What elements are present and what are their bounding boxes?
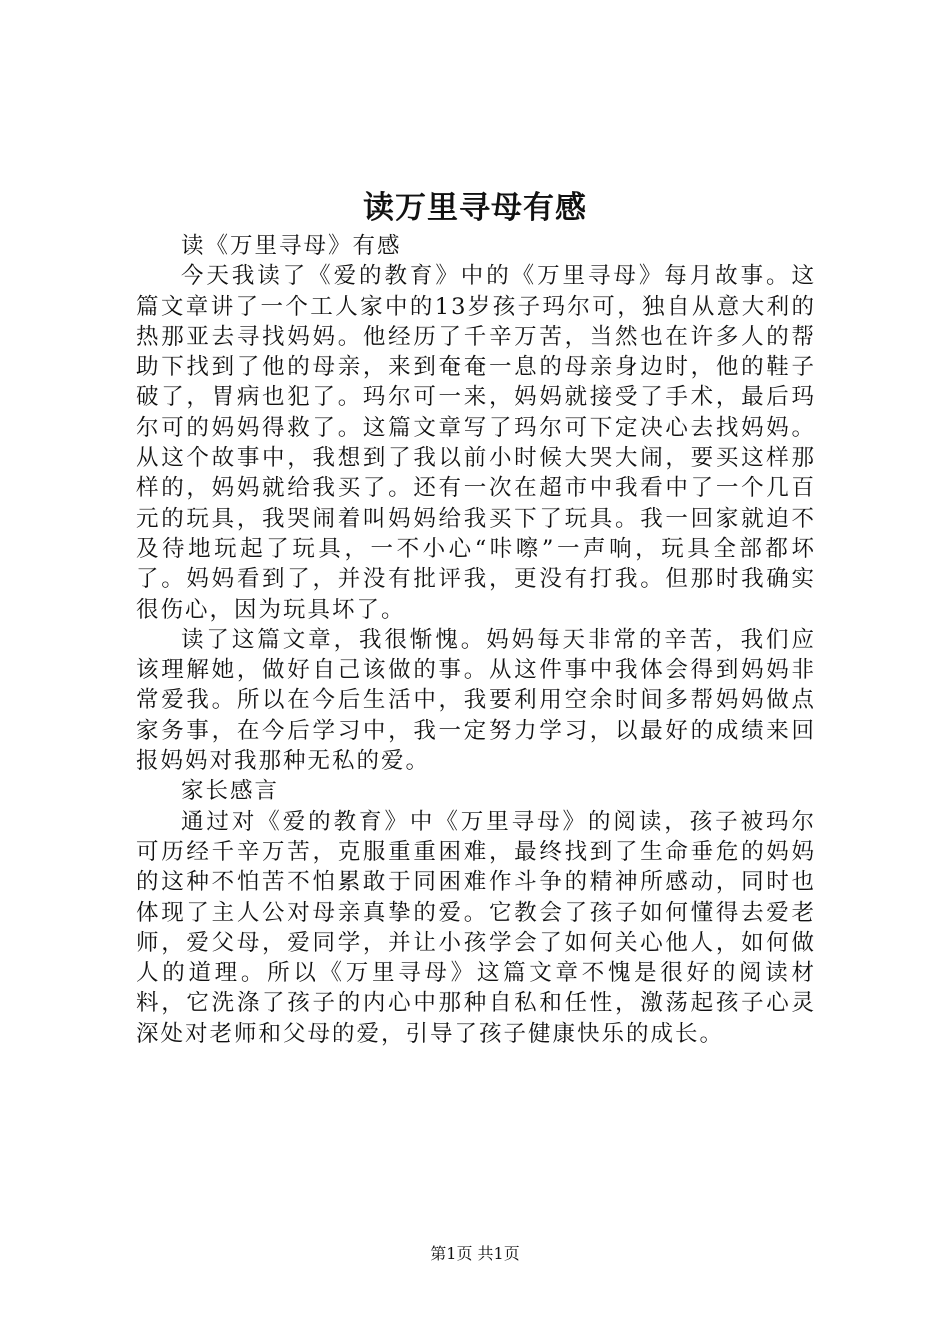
page-footer: 第1页 共1页 [430,1244,520,1263]
document-title: 读万里寻母有感 [363,190,587,226]
document-body [136,231,816,1049]
paragraph-story: 今天我读了《爱的教育》中的《万里寻母》每月故事。这篇文章讲了一个工人家中的13岁孩子玛尔可，独自从意大利的热那亚去寻找妈妈。他经历了千辛万苦，当然也在许多人的帮助下找到了他的母亲，来到奄奄一息的母亲身边时，他的鞋子破了，胃病也犯了。玛尔可一来，妈妈就接受了手术，最后玛尔可的妈妈得救了。这篇文章写了玛尔可下定决心去找妈妈。从这个故事中，我想到了我以前小时候大哭大闹，要买这样那样的，妈妈就给我买了。还有一次在超市中我看中了一个几百元的玩具，我哭闹着叫妈妈给我买下了玩具。我一回家就迫不及待地玩起了玩具，一不小心“咔嚓”一声响，玩具全部都坏了。妈妈看到了，并没有批评我，更没有打我。但那时我确实很伤心，因为玩具坏了。 [136,263,816,623]
paragraph-reflection: 读了这篇文章，我很惭愧。妈妈每天非常的辛苦，我们应该理解她，做好自己该做的事。从这件事中我体会得到妈妈非常爱我。所以在今后生活中，我要利用空余时间多帮妈妈做点家务事，在今后学习中，我一定努力学习，以最好的成绩来回报妈妈对我那种无私的爱。 [136,626,816,775]
paragraph-heading-parent: 家长感言 [181,778,280,805]
paragraph-heading-essay: 读《万里寻母》有感 [181,233,402,259]
paragraph-parent-comment: 通过对《爱的教育》中《万里寻母》的阅读，孩子被玛尔可历经千辛万苦，克服重重困难，最终找到了生命垂危的妈妈的这种不怕苦不怕累敢于同困难作斗争的精神所感动，同时也体现了主人公对母亲真挚的爱。它教会了孩子如何懂得去爱老师，爱父母，爱同学，并让小孩学会了如何关心他人，如何做人的道理。所以《万里寻母》这篇文章不愧是很好的阅读材料，它洗涤了孩子的内心中那种自私和任性，激荡起孩子心灵深处对老师和父母的爱，引导了孩子健康快乐的成长。 [136,808,816,1047]
